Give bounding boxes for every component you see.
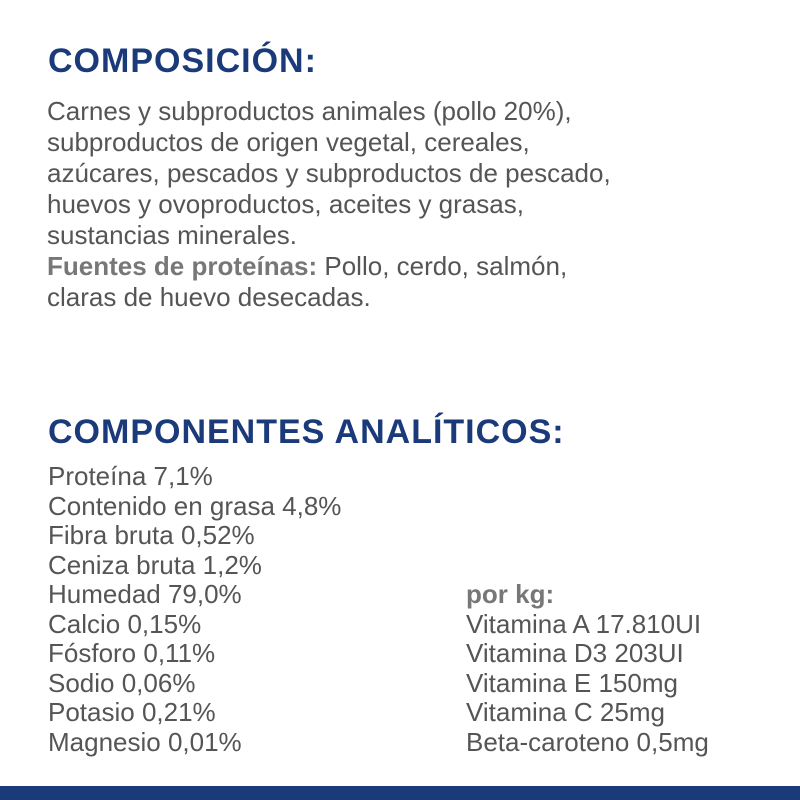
vitamin-item: Vitamina C 25mg [466,697,665,727]
protein-sources-label: Fuentes de proteínas: [47,251,318,281]
protein-sources-line-2: claras de huevo desecadas. [47,282,371,312]
composition-line: sustancias minerales. [47,220,297,250]
component-item: Potasio 0,21% [48,697,216,727]
protein-sources-line [47,251,767,282]
component-item: Proteína 7,1% [48,461,213,491]
vitamin-item: Vitamina D3 203UI [466,638,684,668]
analytical-components-list [48,462,341,757]
bottom-brand-bar [0,786,800,800]
component-item: Contenido en grasa 4,8% [48,490,342,521]
per-kg-label: por kg: [466,579,555,609]
vitamin-item: Vitamina A 17.810UI [466,608,702,639]
vitamin-item: Vitamina E 150mg [466,667,678,698]
component-item: Magnesio 0,01% [48,726,242,757]
component-item: Fibra bruta 0,52% [48,520,255,550]
component-item: Calcio 0,15% [48,608,202,639]
composition-line: azúcares, pescados y subproductos de pescado, [47,158,611,188]
composition-line: subproductos de origen vegetal, cereales, [47,127,530,157]
component-item: Fósforo 0,11% [48,638,216,668]
composition-line: Carnes y subproductos animales (pollo 20%), [47,96,572,126]
composition-heading: COMPOSICIÓN: [48,42,317,80]
vitamins-list [466,580,709,757]
composition-line: huevos y ovoproductos, aceites y grasas, [47,189,524,219]
protein-sources-text: Pollo, cerdo, salmón, [317,251,568,281]
component-item: Sodio 0,06% [48,667,196,698]
component-item: Humedad 79,0% [48,579,242,609]
analytical-heading: COMPONENTES ANALÍTICOS: [48,413,565,451]
component-item: Ceniza bruta 1,2% [48,549,262,580]
vitamin-item: Beta-caroteno 0,5mg [466,726,709,757]
composition-text [47,96,767,313]
